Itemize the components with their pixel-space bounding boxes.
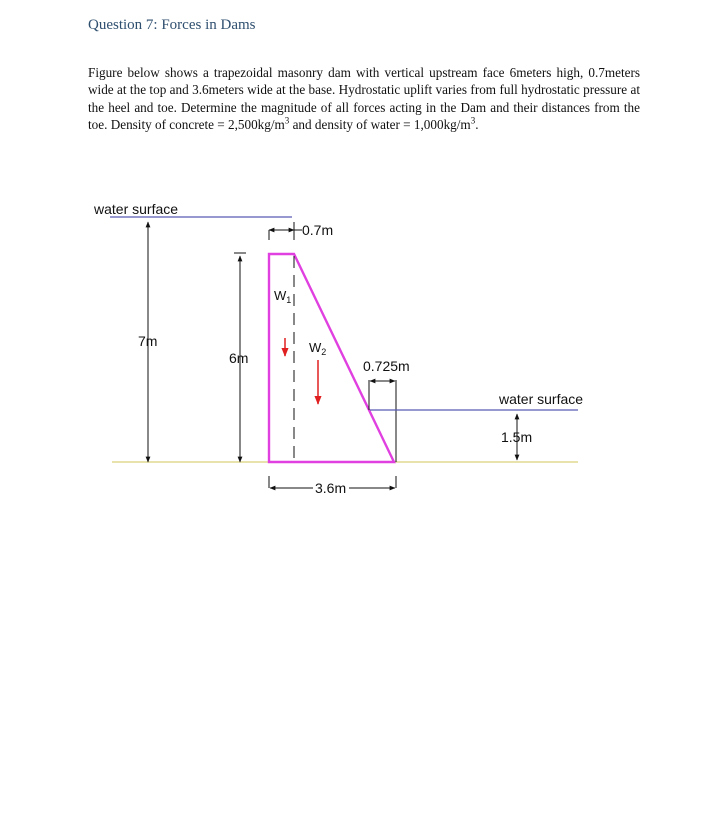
offset-label: 0.725m	[363, 358, 410, 374]
upstream-depth-label: 7m	[138, 333, 158, 349]
question-title: Question 7: Forces in Dams	[88, 17, 256, 33]
w2-subscript: 2	[321, 347, 327, 357]
base-width-label: 3.6m	[315, 480, 347, 496]
question-text-part-b: and density of water = 1,000kg/m	[289, 117, 471, 133]
top-width-label: 0.7m	[302, 222, 334, 238]
upstream-water-label: water surface	[94, 201, 179, 217]
dam-height-label: 6m	[229, 350, 249, 366]
w1-subscript: 1	[286, 295, 292, 305]
question-text-part-a: Figure below shows a trapezoidal masonry dam with vertical upstream face 6meters high, 0.7meters wide at the top and 3.6meters wide at the base. Hydrostatic uplift varies from full hydrostatic pressure at the heel and toe. Determine the magnitude of all forces acting in the Dam and their distances from the toe. Density of concrete = 2,500kg/m	[88, 65, 640, 133]
question-text-part-c: .	[475, 117, 479, 133]
downstream-depth-label: 1.5m	[501, 429, 533, 445]
w2-letter: W	[309, 340, 322, 355]
w1-letter: W	[274, 288, 287, 303]
cubic-superscript-b: 3	[470, 115, 476, 126]
w1-label	[274, 288, 291, 305]
downstream-water-label: water surface	[499, 391, 584, 407]
cubic-superscript-a: 3	[284, 115, 290, 126]
w2-label	[309, 340, 326, 357]
